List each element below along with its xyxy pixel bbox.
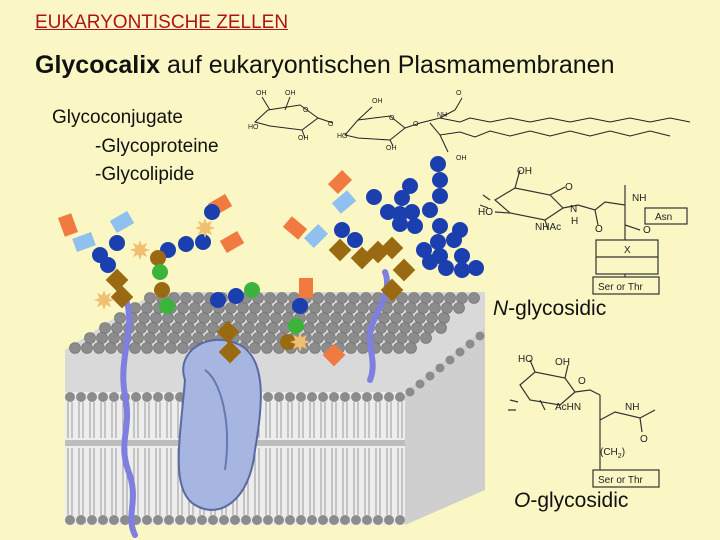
lipid-head — [142, 392, 152, 402]
lipid-head — [235, 313, 246, 324]
lipid-head — [136, 323, 147, 334]
lipid-o-4: O — [413, 121, 419, 128]
lipid-head — [271, 313, 282, 324]
lipid-head — [154, 343, 165, 354]
sugar-circle — [334, 222, 350, 238]
title-rest: auf eukaryontischen Plasmamembranen — [160, 51, 615, 79]
lipid-head — [241, 333, 252, 344]
o-ch2-sub: 2 — [617, 453, 622, 460]
sugar-circle — [204, 204, 220, 220]
lipid-head — [436, 364, 445, 373]
lipid-head — [274, 303, 285, 314]
lipid-head — [409, 333, 420, 344]
lipid-head — [133, 333, 144, 344]
lipid-head — [362, 392, 372, 402]
lipid-head — [355, 313, 366, 324]
lipid-head — [446, 356, 455, 365]
lipid-head — [421, 333, 432, 344]
lipid-head — [87, 515, 97, 525]
lipid-head — [247, 313, 258, 324]
sugar-circle — [432, 188, 448, 204]
lipid-head — [186, 515, 196, 525]
lipid-head — [310, 343, 321, 354]
lipid-head — [358, 343, 369, 354]
lipid-head — [307, 392, 317, 402]
lipid-head — [145, 293, 156, 304]
lipid-head — [142, 515, 152, 525]
lipid-head — [436, 323, 447, 334]
lipid-head — [230, 515, 240, 525]
lipid-head — [193, 293, 204, 304]
lipid-head — [65, 515, 75, 525]
lipid-head — [197, 515, 207, 525]
label-glycoconjugate: Glycoconjugate — [52, 107, 183, 128]
o-glycosidic-labels — [518, 354, 648, 486]
lipid-head — [457, 293, 468, 304]
lipid-head — [307, 515, 317, 525]
lipid-head — [322, 303, 333, 314]
lipid-head — [196, 323, 207, 334]
lipid-head — [151, 313, 162, 324]
lipid-head — [424, 323, 435, 334]
n-oh-1: OH — [517, 166, 532, 177]
sugar-diamond — [393, 259, 416, 282]
lipid-head — [466, 340, 475, 349]
lipid-head — [274, 515, 284, 525]
lipid-head — [268, 323, 279, 334]
label-glycoproteine: -Glycoproteine — [95, 136, 219, 157]
sugar-star — [130, 240, 150, 260]
n-o-1: O — [565, 182, 573, 193]
lipid-head — [187, 313, 198, 324]
lipid-ho-2: HO — [337, 133, 348, 140]
o-nh: NH — [625, 402, 640, 413]
lipid-head — [250, 343, 261, 354]
lipid-head — [373, 333, 384, 344]
sugar-circle — [366, 189, 382, 205]
lipid-head — [274, 392, 284, 402]
n-glycosidic-structure — [480, 170, 687, 294]
lipid-head — [418, 303, 429, 314]
lipid-head — [384, 392, 394, 402]
lipid-head — [87, 392, 97, 402]
lipid-head — [319, 313, 330, 324]
lipid-head — [253, 333, 264, 344]
lipid-head — [265, 293, 276, 304]
lipid-head — [352, 323, 363, 334]
lipid-head — [373, 392, 383, 402]
lipid-head — [285, 392, 295, 402]
lipid-head — [349, 293, 360, 304]
lipid-head — [98, 515, 108, 525]
lipid-head — [263, 515, 273, 525]
n-nh: NH — [632, 193, 647, 204]
o-o-1: O — [578, 376, 586, 387]
lipid-head — [296, 515, 306, 525]
glycolipid-labels — [248, 90, 467, 162]
lipid-head — [145, 333, 156, 344]
lipid-head — [164, 515, 174, 525]
sugar-circle — [422, 254, 438, 270]
lipid-head — [346, 303, 357, 314]
lipid-head — [379, 313, 390, 324]
lipid-head — [106, 343, 117, 354]
o-ho: HO — [518, 354, 533, 365]
sugar-circle — [244, 282, 260, 298]
lipid-head — [394, 343, 405, 354]
lipid-head — [97, 333, 108, 344]
lipid-head — [296, 392, 306, 402]
sugar-circle — [454, 262, 470, 278]
lipid-head — [259, 313, 270, 324]
lipid-head — [202, 303, 213, 314]
lipid-head — [148, 323, 159, 334]
lipid-head — [382, 343, 393, 354]
lipid-head — [476, 332, 485, 341]
lipid-head — [325, 293, 336, 304]
lipid-head — [337, 333, 348, 344]
sugar-rect — [328, 170, 352, 194]
n-o-3: O — [643, 225, 651, 236]
sugar-circle — [210, 292, 226, 308]
lipid-head — [172, 323, 183, 334]
lipid-o-1: O — [303, 107, 309, 114]
lipid-head — [469, 293, 480, 304]
lipid-oh-3: OH — [298, 135, 309, 142]
lipid-head — [313, 293, 324, 304]
lipid-head — [178, 343, 189, 354]
lipid-o-5: O — [456, 90, 462, 97]
lipid-head — [394, 303, 405, 314]
glycolipid-structure — [255, 97, 690, 152]
lipid-oh-1: OH — [256, 90, 267, 97]
sugar-rect — [332, 190, 356, 214]
sugar-circle — [454, 248, 470, 264]
lipid-o-2: O — [328, 121, 334, 128]
sugar-circle — [432, 172, 448, 188]
lipid-head — [193, 333, 204, 344]
lipid-head — [415, 313, 426, 324]
n-n: N — [570, 204, 578, 215]
sugar-star — [290, 332, 310, 352]
lipid-head — [318, 515, 328, 525]
section-header: EUKARYONTISCHE ZELLEN — [35, 12, 289, 33]
lipid-head — [442, 303, 453, 314]
sugar-circle — [150, 250, 166, 266]
lipid-head — [340, 515, 350, 525]
lipid-head — [388, 323, 399, 334]
lipid-head — [340, 392, 350, 402]
lipid-head — [376, 323, 387, 334]
lipid-head — [190, 303, 201, 314]
sugar-circle — [154, 282, 170, 298]
sugar-circle — [468, 260, 484, 276]
lipid-head — [112, 323, 123, 334]
o-ch: (CH — [600, 447, 618, 458]
lipid-head — [331, 313, 342, 324]
lipid-head — [157, 333, 168, 344]
sugar-circle — [452, 222, 468, 238]
lipid-head — [153, 392, 163, 402]
lipid-head — [265, 333, 276, 344]
lipid-head — [346, 343, 357, 354]
lipid-head — [328, 323, 339, 334]
lipid-head — [406, 388, 415, 397]
lipid-head — [211, 313, 222, 324]
lipid-head — [160, 323, 171, 334]
sugar-circle — [178, 236, 194, 252]
sugar-rect — [299, 278, 313, 298]
lipid-head — [166, 343, 177, 354]
lipid-head — [164, 392, 174, 402]
lipid-head — [252, 515, 262, 525]
sugar-circle — [228, 288, 244, 304]
lipid-head — [109, 515, 119, 525]
lipid-head — [361, 293, 372, 304]
lipid-head — [98, 392, 108, 402]
sugar-circle — [159, 298, 175, 314]
label-glycolipide: -Glycolipide — [95, 164, 195, 185]
lipid-head — [219, 515, 229, 525]
lipid-head — [82, 343, 93, 354]
n-glycosidic-label — [493, 297, 606, 320]
lipid-head — [100, 323, 111, 334]
o-o-2: O — [640, 434, 648, 445]
sugar-star — [94, 290, 114, 310]
n-ho: HO — [478, 207, 493, 218]
lipid-head — [310, 303, 321, 314]
lipid-head — [337, 293, 348, 304]
sugar-circle — [288, 318, 304, 334]
n-ser-thr: Ser or Thr — [598, 282, 643, 293]
lipid-head — [241, 515, 251, 525]
o-ser-thr: Ser or Thr — [598, 475, 643, 486]
lipid-head — [416, 380, 425, 389]
n-suffix: -glycosidic — [508, 297, 607, 320]
lipid-oh-4: OH — [372, 98, 383, 105]
lipid-oh-2: OH — [285, 90, 296, 97]
lipid-head — [409, 293, 420, 304]
lipid-head — [181, 333, 192, 344]
sugar-circle — [152, 264, 168, 280]
lipid-head — [277, 293, 288, 304]
lipid-head — [454, 303, 465, 314]
sugar-circle — [422, 202, 438, 218]
lipid-head — [226, 303, 237, 314]
lipid-head — [109, 392, 119, 402]
title-bold: Glycocalix — [35, 51, 161, 79]
sugar-rect — [58, 213, 78, 237]
sugar-rect — [110, 211, 134, 233]
o-ch2-close: ) — [621, 447, 626, 458]
lipid-ho-1: HO — [248, 124, 259, 131]
lipid-head — [349, 333, 360, 344]
lipid-head — [373, 515, 383, 525]
sugar-rect — [72, 232, 96, 252]
lipid-head — [256, 323, 267, 334]
o-achn: AcHN — [555, 402, 582, 413]
lipid-head — [94, 343, 105, 354]
lipid-nh: NH — [437, 112, 448, 119]
lipid-head — [329, 392, 339, 402]
lipid-head — [395, 392, 405, 402]
n-prefix: N — [493, 297, 509, 320]
n-h: H — [571, 216, 579, 227]
o-glycosidic-label — [514, 489, 628, 512]
lipid-head — [199, 313, 210, 324]
lipid-head — [285, 515, 295, 525]
sugar-rect — [304, 224, 328, 248]
lipid-oh-6: OH — [456, 155, 467, 162]
n-x: X — [624, 245, 631, 256]
lipid-head — [430, 303, 441, 314]
lipid-head — [175, 313, 186, 324]
lipid-head — [238, 303, 249, 314]
n-asn: Asn — [655, 212, 673, 223]
lipid-head — [178, 303, 189, 314]
lipid-head — [421, 293, 432, 304]
o-ch2 — [600, 447, 625, 460]
lipid-head — [65, 392, 75, 402]
sugar-circle — [392, 206, 408, 222]
lipid-o-3: O — [389, 115, 395, 122]
lipid-head — [351, 392, 361, 402]
lipid-head — [351, 515, 361, 525]
lipid-head — [184, 323, 195, 334]
sugar-rect — [283, 216, 307, 240]
lipid-head — [76, 392, 86, 402]
lipid-head — [263, 392, 273, 402]
lipid-head — [169, 333, 180, 344]
lipid-head — [181, 293, 192, 304]
sugar-circle — [407, 218, 423, 234]
sugar-rect — [220, 231, 244, 253]
lipid-head — [400, 323, 411, 334]
lipid-head — [385, 333, 396, 344]
sugar-circle — [347, 232, 363, 248]
sugar-circle — [438, 260, 454, 276]
lipid-head — [131, 392, 141, 402]
lipid-head — [70, 343, 81, 354]
lipid-head — [304, 323, 315, 334]
lipid-head — [139, 313, 150, 324]
lipid-head — [250, 303, 261, 314]
lipid-head — [163, 313, 174, 324]
sugar-circle — [100, 257, 116, 273]
lipid-head — [130, 343, 141, 354]
lipid-head — [142, 303, 153, 314]
o-oh: OH — [555, 357, 570, 368]
lipid-head — [426, 372, 435, 381]
lipid-head — [313, 333, 324, 344]
lipid-head — [456, 348, 465, 357]
sugar-circle — [430, 156, 446, 172]
lipid-head — [439, 313, 450, 324]
sugar-circle — [109, 235, 125, 251]
lipid-head — [85, 333, 96, 344]
lipid-oh-5: OH — [386, 145, 397, 152]
lipid-head — [397, 333, 408, 344]
lipid-head — [433, 293, 444, 304]
lipid-head — [208, 515, 218, 525]
lipid-head — [318, 392, 328, 402]
lipid-head — [244, 323, 255, 334]
lipid-head — [109, 333, 120, 344]
lipid-head — [362, 515, 372, 525]
lipid-head — [329, 515, 339, 525]
sugar-circle — [195, 234, 211, 250]
lipid-head — [262, 343, 273, 354]
sugar-circle — [402, 178, 418, 194]
lipid-head — [325, 333, 336, 344]
sugar-star — [195, 218, 215, 238]
lipid-head — [334, 303, 345, 314]
lipid-head — [445, 293, 456, 304]
lipid-head — [427, 313, 438, 324]
lipid-head — [307, 313, 318, 324]
lipid-head — [403, 313, 414, 324]
o-suffix: -glycosidic — [530, 489, 629, 512]
lipid-head — [175, 515, 185, 525]
lipid-head — [343, 313, 354, 324]
lipid-head — [340, 323, 351, 334]
lipid-head — [316, 323, 327, 334]
lipid-head — [412, 323, 423, 334]
lipid-head — [391, 313, 402, 324]
lipid-head — [406, 343, 417, 354]
sugar-circle — [292, 298, 308, 314]
o-prefix: O — [514, 489, 531, 512]
lipid-head — [142, 343, 153, 354]
n-o-2: O — [595, 224, 603, 235]
lipid-head — [153, 515, 163, 525]
sugar-circle — [430, 234, 446, 250]
lipid-head — [76, 515, 86, 525]
lipid-head — [262, 303, 273, 314]
lipid-head — [115, 313, 126, 324]
lipid-head — [358, 303, 369, 314]
lipid-head — [406, 303, 417, 314]
lipid-head — [395, 515, 405, 525]
n-nhac: NHAc — [535, 222, 562, 233]
sugar-circle — [432, 218, 448, 234]
lipid-head — [384, 515, 394, 525]
